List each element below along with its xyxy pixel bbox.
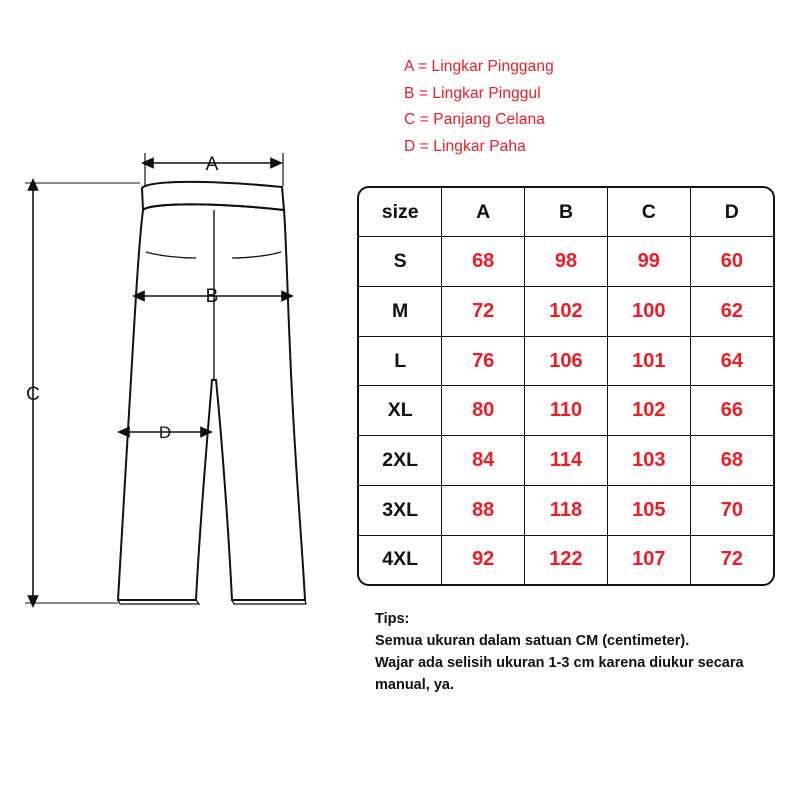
row-size: L [359,336,442,386]
right-pocket [232,252,281,258]
size-table [359,188,773,584]
row-value-d: 62 [690,286,773,336]
row-value-c: 107 [607,535,690,584]
table-row [359,485,773,535]
row-size: M [359,286,442,336]
row-value-d: 66 [690,386,773,436]
table-row [359,436,773,486]
row-value-c: 101 [607,336,690,386]
row-value-b: 122 [525,535,608,584]
row-value-c: 102 [607,386,690,436]
row-value-a: 72 [442,286,525,336]
row-value-a: 92 [442,535,525,584]
legend-line-a: A = Lingkar Pinggang [404,58,554,75]
row-size: 2XL [359,436,442,486]
left-pocket [146,252,196,258]
row-size: 3XL [359,485,442,535]
row-value-c: 99 [607,237,690,287]
row-value-a: 80 [442,386,525,436]
row-size: S [359,237,442,287]
row-value-b: 98 [525,237,608,287]
row-value-b: 110 [525,386,608,436]
measure-a-label: A [205,154,219,175]
table-row [359,535,773,584]
row-value-b: 118 [525,485,608,535]
tips-title: Tips: [375,611,410,627]
tips-block [375,608,775,696]
legend-line-c: C = Panjang Celana [404,111,545,128]
pants-measurement-diagram [0,0,360,680]
tips-line-2: Wajar ada selisih ukuran 1-3 cm karena diukur secara [375,655,744,671]
row-value-b: 114 [525,436,608,486]
row-value-d: 70 [690,485,773,535]
row-value-d: 72 [690,535,773,584]
row-size: 4XL [359,535,442,584]
row-value-b: 102 [525,286,608,336]
tips-line-1: Semua ukuran dalam satuan CM (centimeter). [375,633,690,649]
measure-d-label: D [158,423,172,442]
row-value-c: 100 [607,286,690,336]
measure-c-arrow [25,180,140,606]
table-row [359,336,773,386]
row-value-d: 64 [690,336,773,386]
col-header-size: size [359,188,442,237]
table-row [359,237,773,287]
row-value-c: 103 [607,436,690,486]
size-table-container [357,186,775,586]
table-row [359,386,773,436]
row-value-a: 84 [442,436,525,486]
col-header-c: C [607,188,690,237]
legend-line-b: B = Lingkar Pinggul [404,84,541,102]
table-header-row [359,188,773,237]
row-value-d: 60 [690,237,773,287]
col-header-b: B [525,188,608,237]
tips-line-3: manual, ya. [375,677,454,693]
row-value-c: 105 [607,485,690,535]
col-header-a: A [442,188,525,237]
row-value-a: 88 [442,485,525,535]
pants-body-shape [118,204,305,600]
col-header-d: D [690,188,773,237]
row-size: XL [359,386,442,436]
table-row [359,286,773,336]
row-value-a: 68 [442,237,525,287]
row-value-d: 68 [690,436,773,486]
row-value-a: 76 [442,336,525,386]
measure-b-label: B [205,286,219,307]
legend [404,54,734,160]
row-value-b: 106 [525,336,608,386]
legend-line-d: D = Lingkar Paha [404,137,526,155]
measure-c-label: C [26,384,40,405]
